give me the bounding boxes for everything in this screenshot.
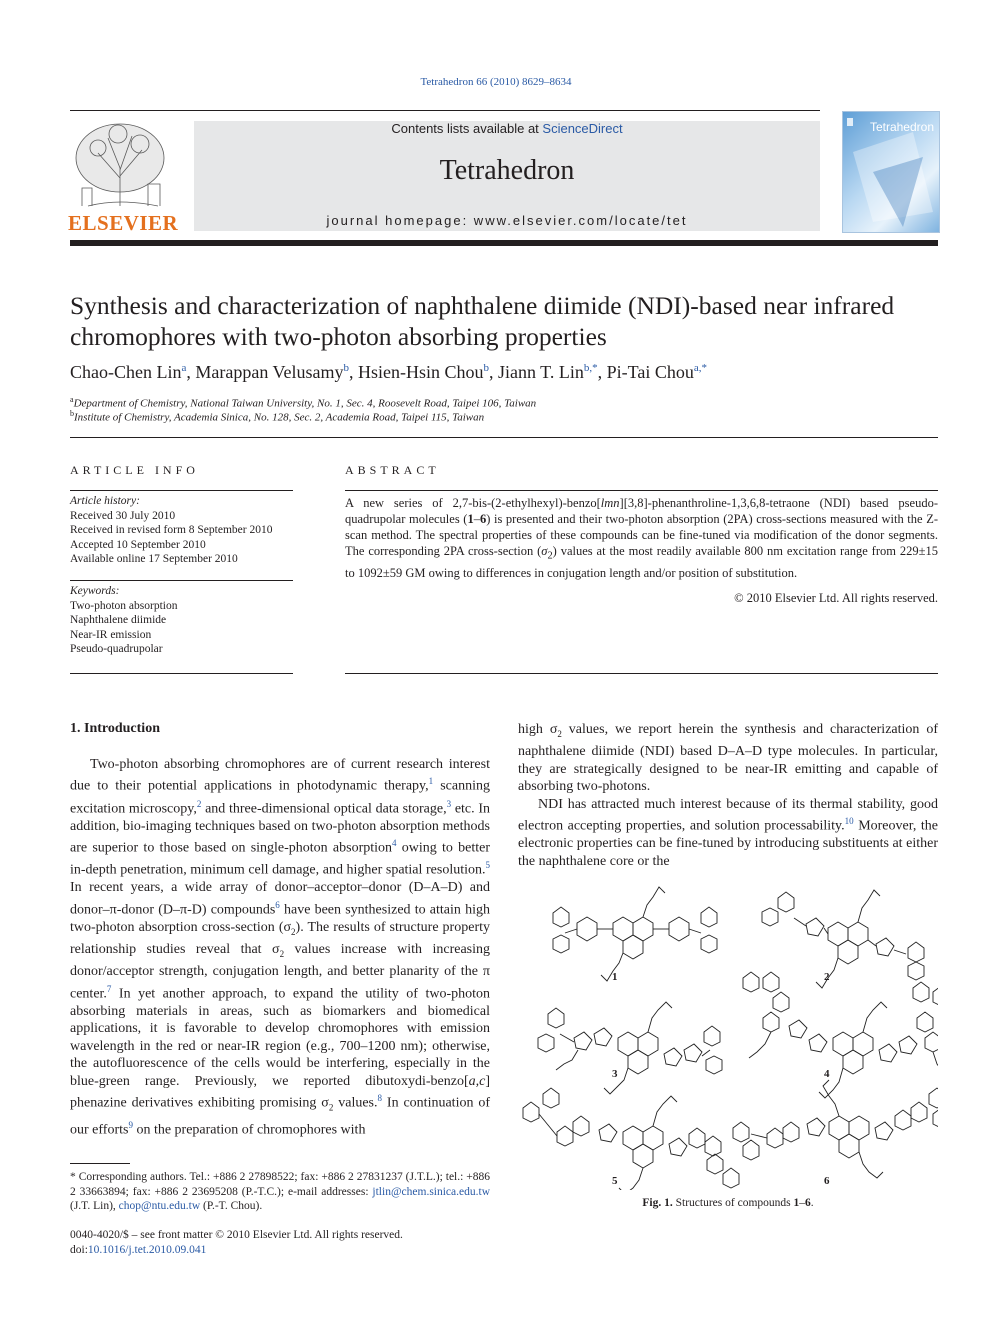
- affil-text: Department of Chemistry, National Taiwan University, No. 1, Sec. 4, Roosevelt Road, Taipei 106, Taiwan: [73, 397, 537, 410]
- intro-left-column: [70, 756, 490, 1139]
- journal-citation[interactable]: Tetrahedron 66 (2010) 8629–8634: [420, 76, 572, 88]
- info-bottom-rule: [70, 673, 293, 674]
- affil-sup: b: [70, 409, 74, 418]
- compound-label: 6: [824, 1175, 830, 1187]
- compound-label: 2: [824, 971, 830, 983]
- caption-text: .: [810, 1197, 814, 1209]
- abstract-seg: A new series of 2,7-bis-(2-ethylhexyl)-benzo[: [345, 496, 601, 510]
- history-item: Received in revised form 8 September 2010: [70, 524, 273, 536]
- history-item: Available online 17 September 2010: [70, 553, 238, 565]
- abstract-text: [345, 495, 938, 581]
- reference-sup[interactable]: 10: [844, 816, 854, 827]
- footnote-star: *: [70, 1171, 76, 1183]
- footnote-rule: [70, 1163, 130, 1164]
- author-affil-sup[interactable]: a: [181, 362, 187, 374]
- abstract-seg: 2: [547, 550, 553, 562]
- figure-caption: [518, 1197, 938, 1209]
- author-affil-sup[interactable]: a,*: [693, 362, 707, 374]
- author-affil-sup[interactable]: b,*: [583, 362, 598, 374]
- issn-doi-block: [70, 1228, 490, 1257]
- keyword: Near-IR emission: [70, 628, 152, 641]
- doi-line: [70, 1243, 490, 1258]
- article-info-heading: ARTICLE INFO: [70, 463, 199, 477]
- abstract-seg: ) values at the most readily available 800 nm excitation range from 229±15 to 1092±59 GM owing to differences in conjugation length and/or position of substitution.: [345, 544, 938, 580]
- keywords-rule: [70, 580, 293, 581]
- title-line-2: chromophores with two-photon absorbing properties: [70, 322, 607, 351]
- cover-title: Tetrahedron: [869, 120, 934, 134]
- author-name[interactable]: Pi-Tai Chou: [606, 362, 694, 382]
- abstract-seg: –: [473, 512, 480, 526]
- footnote-text: Corresponding authors. Tel.: +886 2 27898522; fax: +886 2 27831237 (J.T.L.); tel.: +886 2 33663894; fax: +886 2 23695208 (P.-T.C.); e-mail addresses:: [70, 1171, 490, 1198]
- journal-title: Tetrahedron: [439, 155, 575, 186]
- affiliation-b: [70, 409, 940, 424]
- intro-right-column: [518, 721, 938, 870]
- contents-line: [194, 121, 820, 136]
- affiliation-a: [70, 395, 940, 410]
- structure-3: [538, 1002, 722, 1094]
- structure-6: [733, 1080, 938, 1178]
- author-name[interactable]: Marappan Velusamy: [195, 362, 344, 382]
- reference-sup[interactable]: 3: [446, 798, 452, 809]
- affil-text: Institute of Chemistry, Academia Sinica, No. 128, Sec. 2, Academia Road, Taipei 115, Taiwan: [74, 411, 485, 424]
- history-label: Article history:: [70, 495, 140, 507]
- sciencedirect-link[interactable]: ScienceDirect: [542, 121, 623, 136]
- caption-bold: 1: [793, 1197, 800, 1209]
- journal-homepage[interactable]: journal homepage: www.elsevier.com/locate/tet: [326, 213, 688, 228]
- compound-label: 5: [612, 1175, 618, 1187]
- abstract-rule: [345, 490, 938, 491]
- keywords-label: Keywords:: [70, 585, 120, 597]
- history-item: Accepted 10 September 2010: [70, 538, 206, 551]
- article-title: [70, 290, 940, 352]
- reference-sup[interactable]: 5: [485, 860, 490, 871]
- header-rule: [70, 110, 820, 111]
- section-introduction-title: 1. Introduction: [70, 721, 160, 736]
- caption-text: –: [799, 1197, 805, 1209]
- abstract-bottom-rule: [345, 673, 938, 674]
- subscript: 2: [291, 926, 296, 937]
- intro-paragraph: NDI has attracted much interest because of its thermal stability, good electron accepting properties, and solution processability.$^{10}$ Moreover, the electronic properties can be fine-tuned by introducing substituents at either the naphthalene core or the: [518, 796, 938, 869]
- abstract-seg: 1: [467, 512, 474, 526]
- caption-text: Structures of compounds: [672, 1197, 794, 1209]
- title-block-rule: [70, 437, 938, 438]
- structure-1: [553, 887, 717, 981]
- abstract-heading: ABSTRACT: [345, 463, 440, 477]
- subscript: 2: [279, 948, 285, 959]
- email-link[interactable]: chop@ntu.edu.tw: [118, 1200, 201, 1212]
- intro-paragraph: Two-photon absorbing chromophores are of current research interest due to their potential applications in photodynamic therapy,$^1$ scanning excitation microscopy,$^2$ and three-dimensional optical data storage,$^3$ etc. In addition, bio-imaging techniques based on two-photon absorption methods are superior to those based on single-photon absorption$^4$ owing to better in-depth penetration, minimum cell damage, and higher spatial resolution.$^5$ In recent years, a wide array of donor–acceptor–donor (D–A–D) and donor–π-donor (D–π-D) compounds$^6$ have been synthesized to attain high two-photon absorption cross-section $(\sigma_2)$. The results of structure property relationship studies reveal that $\sigma_2$ values increase with increasing donor/acceptor strength, conjugation length, and better planarity of the π center.$^7$ In yet another approach, to expand the utility of two-photon absorbing materials in areas, such as biomarkers and biomedical applications, it is favorable to develop chromophores with emission wavelength in the red or near-IR region (e.g., 700–1200 nm); otherwise, the autofluorescence of the cells would be interfering, especially in the blue-green range. Previously, we reported dibutoxydi-benzo[a,c] phenazine derivatives exhibiting promising $\sigma_2$ values.$^8$ In continuation of our efforts$^9$ on the preparation of chromophores with: [70, 757, 491, 1138]
- corresponding-author-footnote: [70, 1170, 490, 1214]
- structure-4: [743, 972, 938, 1098]
- compound-label: 3: [612, 1068, 618, 1080]
- author-affil-sup[interactable]: b: [483, 362, 490, 374]
- header-thick-rule: [70, 240, 938, 246]
- abstract-seg: ) is presented and their two-photon absorption (2PA) cross-sections measured with the Z-scan method. The spectral properties of these compounds can be fine-tuned via modification of the donor segments. The corresponding 2PA cross-section (: [345, 512, 938, 558]
- caption-label: Fig. 1.: [642, 1197, 673, 1209]
- history-item: Received 30 July 2010: [70, 509, 176, 522]
- abstract-seg: lmn: [600, 496, 620, 510]
- footnote-text: (J.T. Lin),: [70, 1200, 119, 1212]
- author-name[interactable]: Hsien-Hsin Chou: [358, 362, 484, 382]
- intro-paragraph: high $\sigma_2$ values, we report herein the synthesis and characterization of naphthalene diimide (NDI) based D–A–D type molecules. In particular, they are strategically designed to be near-IR emitting and capable of absorbing two-photons.: [518, 722, 938, 795]
- reference-sup[interactable]: 4: [392, 838, 397, 849]
- abstract-seg: ][3,8]-phenanthroline-1,3,6,8-tetraone (NDI) based pseudo-quadrupolar molecules (: [345, 496, 938, 526]
- reference-sup[interactable]: 2: [196, 798, 202, 809]
- issn-line: 0040-4020/$ – see front matter © 2010 Elsevier Ltd. All rights reserved.: [70, 1229, 403, 1241]
- subscript: 2: [557, 728, 562, 739]
- reference-sup[interactable]: 1: [428, 776, 434, 787]
- structure-5: [523, 1088, 739, 1190]
- doi-prefix: doi:: [70, 1243, 88, 1256]
- reference-sup[interactable]: 6: [275, 899, 280, 910]
- author-name[interactable]: Jiann T. Lin: [498, 362, 584, 382]
- keyword: Naphthalene diimide: [70, 614, 167, 626]
- reference-sup[interactable]: 8: [377, 1093, 383, 1104]
- abstract-seg: σ: [541, 544, 548, 558]
- doi-link[interactable]: 10.1016/j.tet.2010.09.041: [87, 1243, 207, 1256]
- keywords: [70, 584, 293, 657]
- subscript: 2: [328, 1102, 334, 1113]
- author-affil-sup[interactable]: b: [343, 362, 350, 374]
- author-list: Chao-Chen Lin$^a$, Marappan Velusamy$^b$, Hsien-Hsin Chou$^b$, Jiann T. Lin$^{b,*}$, Pi-Tai Chou$^{a,*}$: [70, 362, 707, 382]
- footnote-text: (P.-T. Chou).: [200, 1200, 263, 1212]
- keyword: Two-photon absorption: [70, 599, 178, 612]
- reference-sup[interactable]: 7: [106, 983, 112, 994]
- reference-sup[interactable]: 9: [128, 1120, 133, 1131]
- abstract-seg: 6: [479, 512, 487, 526]
- italic-text: a,c: [468, 1073, 486, 1089]
- compound-label: 4: [824, 1068, 830, 1080]
- compound-label: 1: [612, 971, 618, 983]
- affil-sup: a: [70, 395, 74, 404]
- structure-2: [762, 890, 924, 988]
- elsevier-wordmark: ELSEVIER: [68, 211, 179, 235]
- keyword: Pseudo-quadrupolar: [70, 643, 163, 655]
- article-history: [70, 494, 293, 567]
- caption-bold: 6: [804, 1197, 811, 1209]
- title-line-1: Synthesis and characterization of naphthalene diimide (NDI)-based near infrared: [70, 291, 895, 320]
- abstract-copyright: © 2010 Elsevier Ltd. All rights reserved.: [734, 591, 938, 605]
- article-info-rule: [70, 490, 293, 491]
- chemical-structures-drawing: [518, 878, 938, 1190]
- contents-prefix: Contents lists available at: [391, 121, 543, 136]
- email-link[interactable]: jtlin@chem.sinica.edu.tw: [372, 1185, 490, 1198]
- figure-1-structures: [518, 878, 938, 1190]
- author-name[interactable]: Chao-Chen Lin: [70, 362, 182, 382]
